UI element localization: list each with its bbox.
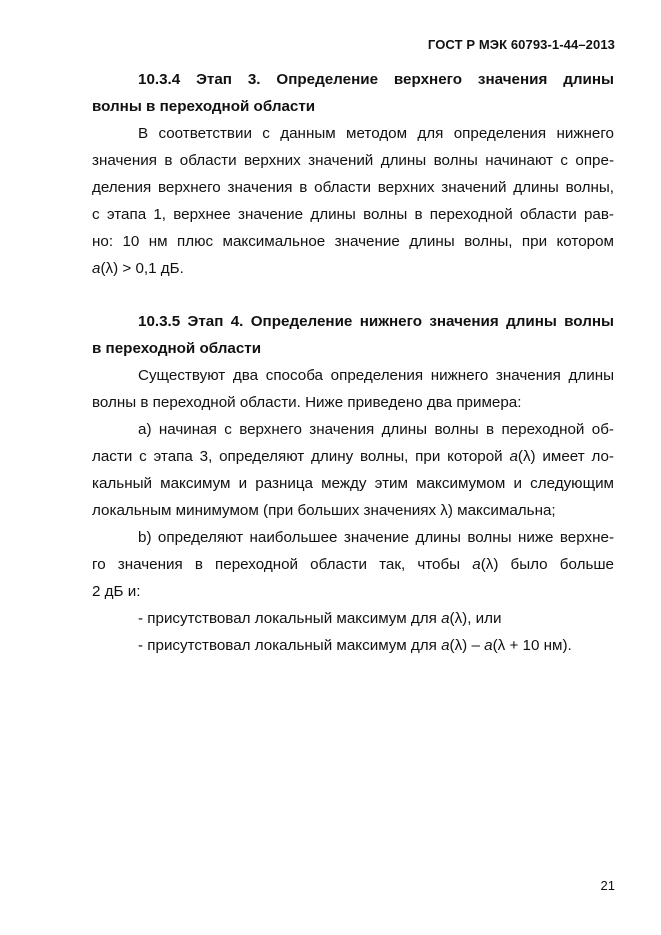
paragraph-line: с этапа 1, верхнее значение длины волны в переходной области рав- bbox=[92, 206, 614, 223]
section-10-3-4 bbox=[92, 66, 614, 282]
dash-item: - присутствовал локальный максимум для a(λ) – a(λ + 10 нм). bbox=[138, 637, 572, 654]
dash-item: - присутствовал локальный максимум для a(λ), или bbox=[138, 610, 502, 627]
paragraph-line: но: 10 нм плюс максимальное значение длины волны, при котором bbox=[92, 233, 614, 250]
section-heading-cont: в переходной области bbox=[92, 340, 262, 357]
list-item-a-line: ласти с этапа 3, определяют длину волны, при которой a(λ) имеет ло- bbox=[92, 448, 614, 465]
section-heading: 10.3.4 Этап 3. Определение верхнего значения длины bbox=[138, 71, 614, 88]
list-item-a-line: локальным минимумом (при больших значениях λ) максимальна; bbox=[92, 502, 556, 519]
paragraph-line: a(λ) > 0,1 дБ. bbox=[92, 260, 184, 277]
list-item-b-line: го значения в переходной области так, чтобы a(λ) было больше bbox=[92, 556, 614, 573]
list-item-b: b) определяют наибольшее значение длины волны ниже верхне- bbox=[138, 529, 614, 546]
standard-header: ГОСТ Р МЭК 60793-1-44–2013 bbox=[427, 37, 615, 52]
section-heading-cont: волны в переходной области bbox=[92, 98, 316, 115]
section-10-3-5 bbox=[92, 308, 614, 659]
paragraph-line: В соответствии с данным методом для определения нижнего bbox=[138, 125, 614, 142]
list-item-b-line: 2 дБ и: bbox=[92, 583, 141, 600]
paragraph-line: деления верхнего значения в области верхних значений длины волны, bbox=[92, 179, 614, 196]
paragraph-line: значения в области верхних значений длины волны начинают с опре- bbox=[92, 152, 614, 169]
section-heading: 10.3.5 Этап 4. Определение нижнего значения длины волны bbox=[138, 313, 614, 330]
paragraph-line: волны в переходной области. Ниже приведено два примера: bbox=[92, 394, 522, 411]
page-number: 21 bbox=[600, 878, 615, 893]
list-item-a: a) начиная с верхнего значения длины волны в переходной об- bbox=[138, 421, 614, 438]
paragraph-line: Существуют два способа определения нижнего значения длины bbox=[138, 367, 614, 384]
list-item-a-line: кальный максимум и разница между этим максимумом и следующим bbox=[92, 475, 614, 492]
